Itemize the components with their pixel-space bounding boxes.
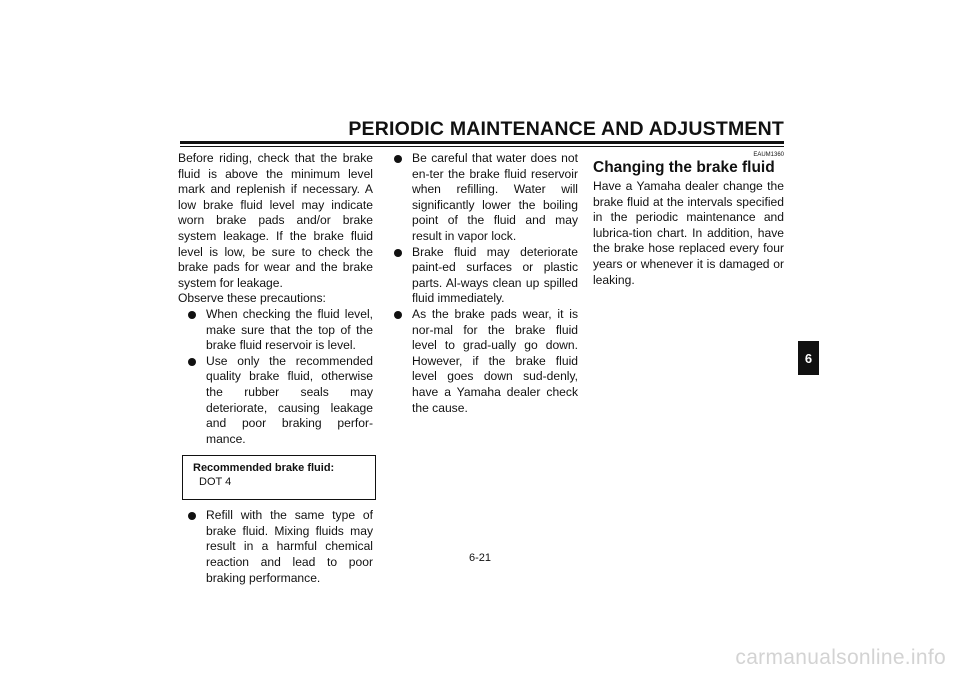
section-body: Have a Yamaha dealer change the brake fluid at the intervals specified in the periodic maintenance and lubrica-tion chart. In addition, have the brake hose replaced every four years or whenever it is damaged or leaking. bbox=[593, 179, 784, 287]
spec-value: DOT 4 bbox=[199, 476, 232, 489]
bullet-icon bbox=[188, 512, 196, 520]
bullet-text: Be careful that water does not en-ter the brake fluid reservoir when refilling. Water will significantly lower the boiling point of the fluid and may result in vapor lock. bbox=[412, 151, 578, 243]
header-rule-thin bbox=[180, 146, 784, 147]
column-1 bbox=[178, 151, 373, 586]
bullet-icon bbox=[394, 311, 402, 319]
intro-paragraph: Before riding, check that the brake fluid is above the minimum level mark and replenish if necessary. A low brake fluid level may indicate worn brake pads and/or brake system leakage. If the brake fluid level is low, be sure to check the brake pads for wear and the brake system for leakage. bbox=[178, 151, 373, 290]
observe-line: Observe these precautions: bbox=[178, 291, 326, 306]
column-2 bbox=[394, 151, 578, 416]
precautions-list-2 bbox=[394, 151, 578, 416]
list-item bbox=[188, 354, 373, 448]
bullet-icon bbox=[188, 311, 196, 319]
precautions-list bbox=[178, 307, 373, 447]
watermark: carmanualsonline.info bbox=[735, 646, 946, 669]
list-item bbox=[394, 307, 578, 416]
spec-title: Recommended brake fluid: bbox=[193, 462, 335, 475]
precautions-list-continued bbox=[178, 508, 373, 586]
header-rule-thick bbox=[180, 141, 784, 144]
column-3 bbox=[593, 151, 784, 288]
bullet-icon bbox=[394, 249, 402, 257]
bullet-text: Use only the recommended quality brake fluid, otherwise the rubber seals may deteriorate, causing leakage and poor braking perfor-mance. bbox=[206, 353, 373, 446]
bullet-icon bbox=[188, 358, 196, 366]
page-number: 6-21 bbox=[468, 552, 492, 564]
chapter-tab: 6 bbox=[798, 341, 819, 375]
bullet-icon bbox=[394, 155, 402, 163]
bullet-text: When checking the fluid level, make sure that the top of the brake fluid reservoir is level. bbox=[206, 306, 373, 353]
list-item bbox=[188, 508, 373, 586]
bullet-text: Brake fluid may deteriorate paint-ed surfaces or plastic parts. Al-ways clean up spilled fluid immediately. bbox=[412, 244, 578, 306]
list-item bbox=[188, 307, 373, 354]
bullet-text: Refill with the same type of brake fluid. Mixing fluids may result in a harmful chemical reaction and lead to poor braking performance. bbox=[206, 508, 373, 585]
recommended-fluid-box bbox=[182, 455, 376, 500]
list-item bbox=[394, 151, 578, 245]
section-heading: Changing the brake fluid bbox=[593, 159, 775, 176]
page-header-title: PERIODIC MAINTENANCE AND ADJUSTMENT bbox=[348, 118, 784, 140]
bullet-text: As the brake pads wear, it is nor-mal for the brake fluid level to grad-ually go down. However, if the brake fluid level goes down sud-denly, have a Yamaha dealer check the cause. bbox=[412, 306, 578, 415]
section-code: EAUM1360 bbox=[753, 152, 784, 158]
list-item bbox=[394, 245, 578, 307]
